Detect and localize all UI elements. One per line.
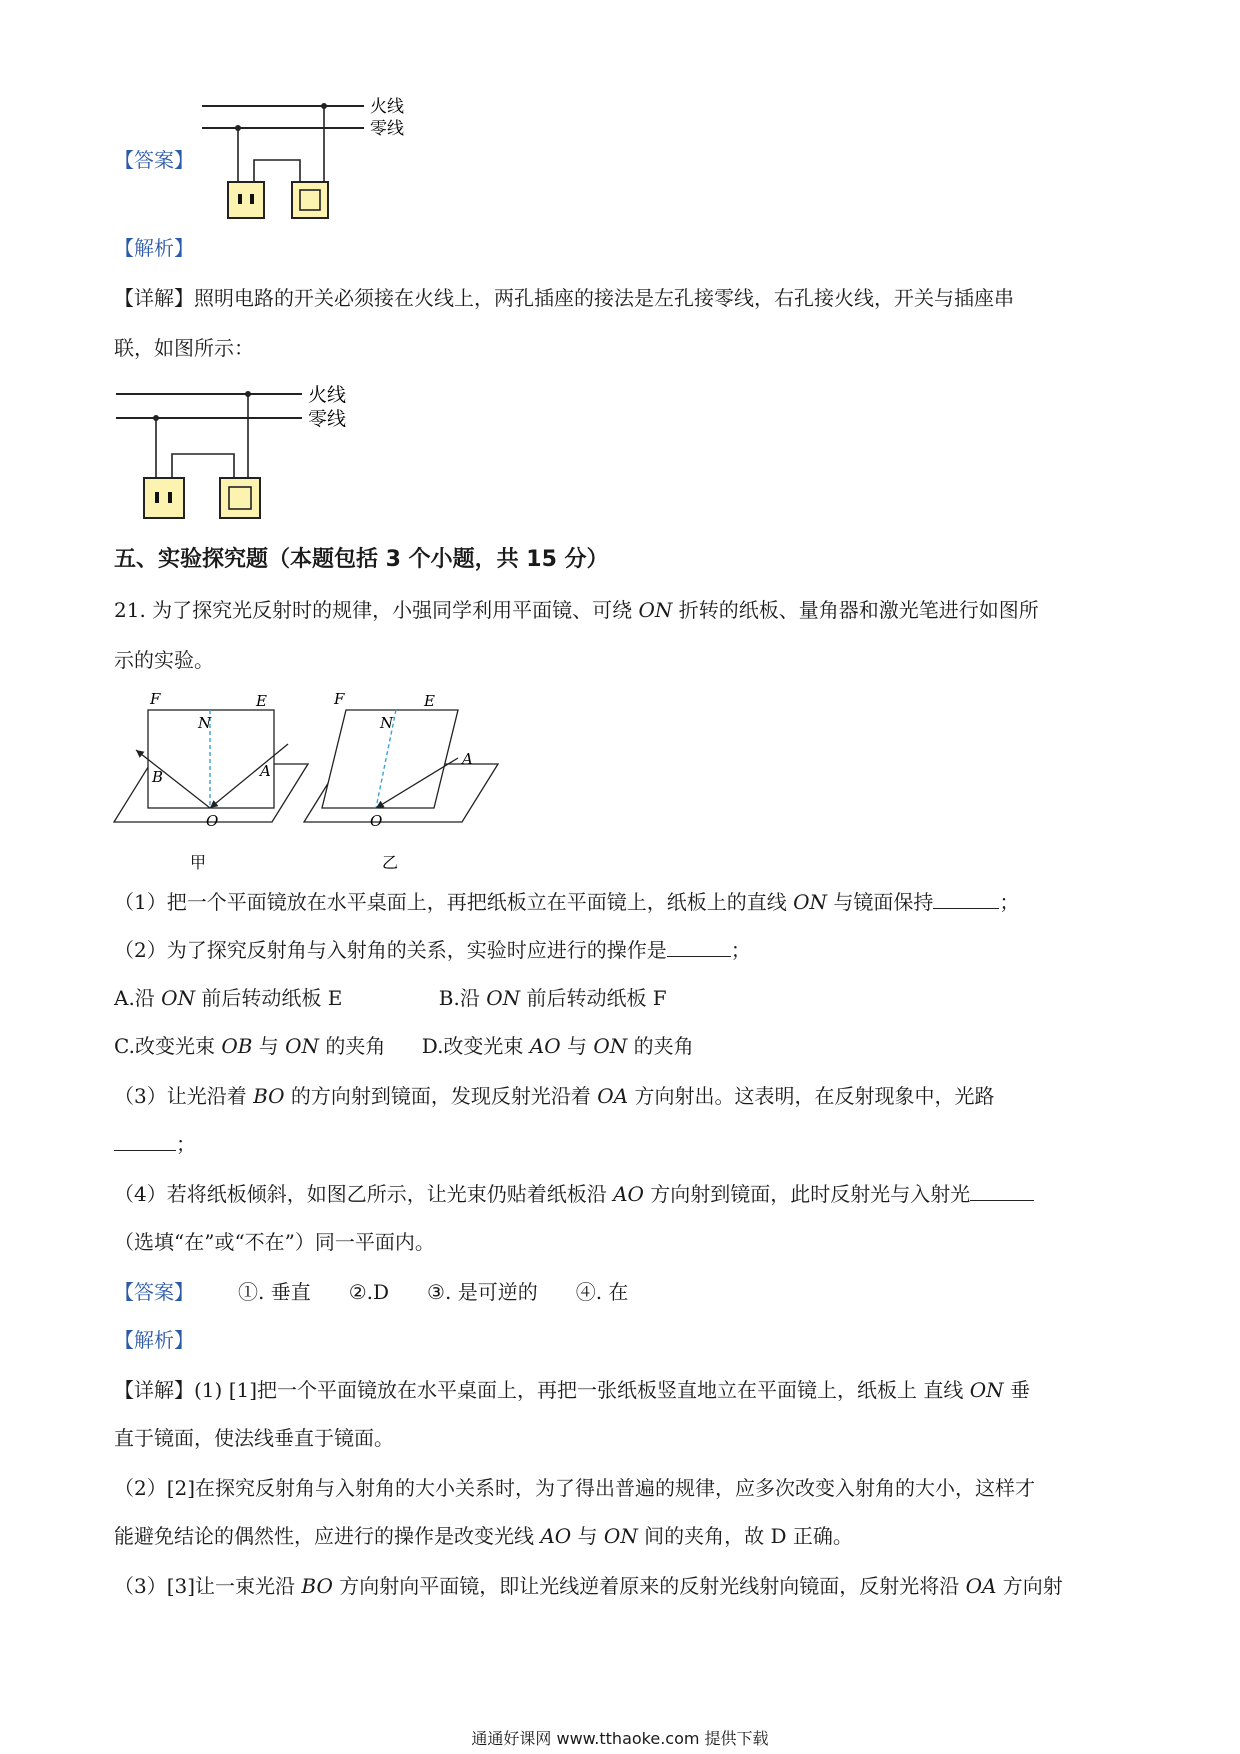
option-a: A.沿 ON 前后转动纸板 E	[114, 986, 343, 1010]
q21-detail-2: （2）[2]在探究反射角与入射角的大小关系时，为了得出普遍的规律，应多次改变入射角的大小，这样才	[114, 1476, 1036, 1500]
q21-stem-line-2: 示的实验。	[114, 648, 214, 672]
q21-detail-1: 【详解】(1) [1]把一个平面镜放在水平桌面上，再把一张纸板竖直地立在平面镜上，纸板上 直线 ON 垂	[114, 1378, 1030, 1402]
answer-2: ②.D	[348, 1280, 390, 1304]
detail-line-1	[114, 284, 1014, 312]
q21-part3: （3）让光沿着 BO 的方向射到镜面，发现反射光沿着 OA 方向射出。这表明，在反射现象中，光路	[114, 1084, 995, 1108]
neutral-wire-label-2: 零线	[308, 408, 347, 430]
svg-text:甲: 甲	[190, 853, 207, 872]
section-heading: 五、实验探究题（本题包括 3 个小题，共 15 分）	[114, 547, 609, 572]
page-footer: 通通好课网 www.tthaoke.com 提供下载	[471, 1729, 769, 1748]
live-wire-label: 火线	[370, 97, 404, 117]
svg-text:E: E	[424, 692, 435, 710]
svg-text:N: N	[198, 714, 212, 732]
q21-options-ab	[114, 984, 667, 1012]
q21-analysis-tag: 【解析】	[114, 1328, 194, 1352]
svg-text:乙: 乙	[382, 853, 399, 872]
q21-part3-blank: ；	[114, 1130, 196, 1158]
reflection-figure	[112, 692, 512, 872]
svg-text:B: B	[152, 768, 164, 786]
answer-blank-4[interactable]	[970, 1180, 1034, 1201]
answer-diagram	[196, 90, 436, 230]
live-wire-label-2: 火线	[308, 384, 347, 406]
q21-part1: （1）把一个平面镜放在水平桌面上，再把纸板立在平面镜上，纸板上的直线 ON 与镜面保持 ；	[114, 890, 1020, 914]
option-d: D.改变光束 AO 与 ON 的夹角	[421, 1034, 694, 1058]
q21-detail-2b: 能避免结论的偶然性，应进行的操作是改变光线 AO 与 ON 间的夹角，故 D 正确。	[114, 1524, 853, 1548]
answer-4: ④. 在	[575, 1280, 629, 1304]
detail-line-2: 联，如图所示：	[114, 336, 254, 360]
svg-text:F: F	[150, 692, 161, 708]
q21-options-cd	[114, 1032, 694, 1060]
q21-stem-line-1: 21. 为了探究光反射时的规律，小强同学利用平面镜、可绕 ON 折转的纸板、量角器和激光笔进行如图所	[114, 598, 1039, 622]
q21-answer-tag: 【答案】	[114, 1280, 194, 1304]
answer-blank-1[interactable]	[933, 888, 999, 909]
neutral-wire-label: 零线	[370, 119, 404, 139]
q21-part4-line2: （选填“在”或“不在”）同一平面内。	[114, 1230, 435, 1254]
answer-1: ①. 垂直	[238, 1280, 311, 1304]
answer-blank-3[interactable]	[114, 1130, 176, 1151]
q21-detail-3: （3）[3]让一束光沿 BO 方向射向平面镜，即让光线逆着原来的反射光线射向镜面，反射光将沿 OA 方向射	[114, 1574, 1063, 1598]
svg-text:N: N	[380, 714, 394, 732]
circuit-diagram-2	[112, 378, 372, 528]
q21-answer-line	[114, 1278, 666, 1306]
q21-part2: （2）为了探究反射角与入射角的关系，实验时应进行的操作是 ；	[114, 938, 751, 962]
option-c: C.改变光束 OB 与 ON 的夹角	[114, 1034, 386, 1058]
svg-text:E: E	[256, 692, 267, 710]
option-b: B.沿 ON 前后转动纸板 F	[438, 986, 667, 1010]
circuit-diagram-1	[196, 90, 436, 230]
answer-blank-2[interactable]	[667, 936, 731, 957]
q21-detail-1b: 直于镜面，使法线垂直于镜面。	[114, 1426, 394, 1450]
svg-text:F: F	[334, 692, 345, 708]
svg-text:O: O	[206, 812, 219, 830]
svg-text:A: A	[462, 750, 473, 768]
detail-text-1: 照明电路的开关必须接在火线上，两孔插座的接法是左孔接零线，右孔接火线，开关与插座串	[194, 286, 1014, 310]
detail-tag: 【详解】	[114, 286, 194, 310]
answer-tag: 【答案】	[114, 148, 194, 172]
answer-3: ③. 是可逆的	[427, 1280, 538, 1304]
analysis-tag: 【解析】	[114, 236, 194, 260]
reflection-diagram	[112, 692, 512, 872]
q21-part4: （4）若将纸板倾斜，如图乙所示，让光束仍贴着纸板沿 AO 方向射到镜面，此时反射光与入射光	[114, 1180, 1034, 1208]
svg-text:A: A	[260, 762, 271, 780]
detail-diagram	[112, 378, 372, 528]
svg-text:O: O	[370, 812, 383, 830]
